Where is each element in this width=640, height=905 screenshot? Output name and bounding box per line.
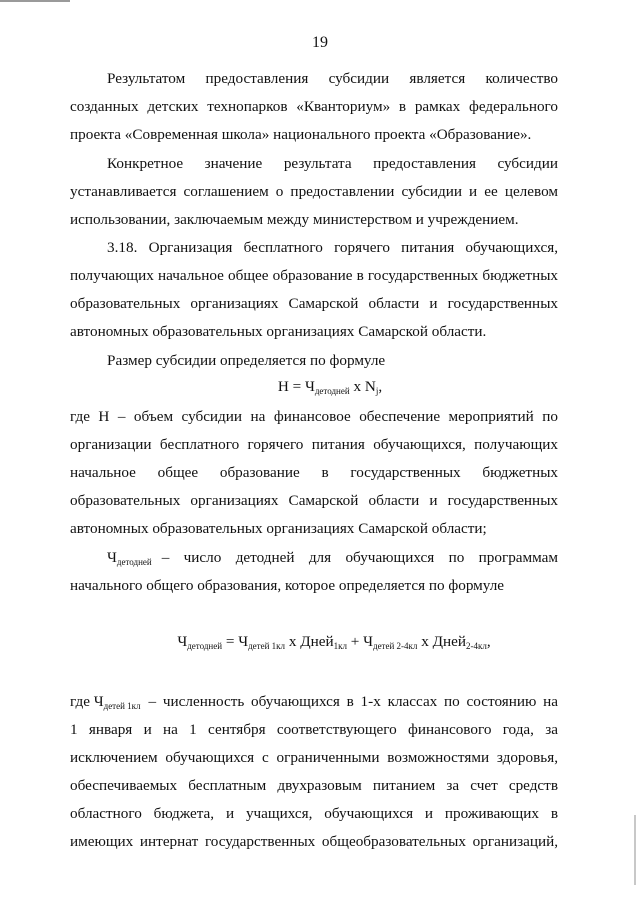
symbol-subscript: детей 1кл: [103, 701, 141, 711]
definition-text: – число детодней для обучающихся по программам: [161, 549, 558, 566]
paragraph-line: обеспечиваемых бесплатным двухразовым питанием за счет средств: [70, 777, 558, 794]
paragraph-line: организации бесплатного горячего питания обучающихся, получающих: [70, 436, 558, 453]
formula-subsidy: [0, 377, 640, 401]
formula-part: + Ч: [346, 633, 373, 650]
formula-subscript: детей 1кл: [248, 641, 286, 651]
page-number: 19: [312, 34, 328, 51]
formula-part: x N: [349, 378, 376, 395]
paragraph-line: исключением обучающихся с ограниченными возможностями здоровья,: [70, 749, 558, 766]
paragraph-line: образовательных организациях Самарской области и государственных: [70, 492, 558, 509]
paragraph-line: 3.18. Организация бесплатного горячего питания обучающихся,: [107, 239, 558, 256]
paragraph-line: где Н – объем субсидии на финансовое обеспечение мероприятий по: [70, 408, 558, 425]
formula-part: ,: [378, 378, 383, 395]
definition-line: [107, 548, 558, 572]
formula-part: x Дней: [417, 633, 466, 650]
formula-part: ,: [486, 633, 491, 650]
paragraph-line: получающих начальное общее образование в государственных бюджетных: [70, 267, 558, 284]
paragraph-line: Результатом предоставления субсидии является количество: [107, 70, 558, 87]
paragraph-line: созданных детских технопарков «Кванториум» в рамках федерального: [70, 98, 558, 115]
formula-subscript: j: [375, 386, 379, 396]
formula-part: Ч: [177, 633, 188, 650]
formula-part: Н = Ч: [277, 378, 315, 395]
paragraph-line: использовании, заключаемым между министерством и учреждением.: [70, 211, 519, 228]
formula-part: x Дней: [285, 633, 334, 650]
formula-child-days: [0, 632, 640, 656]
paragraph-line: автономных образовательных организациях Самарской области;: [70, 520, 487, 537]
symbol-text: где Ч: [70, 693, 104, 710]
paragraph-line: начальное общее образование в государственных бюджетных: [70, 464, 558, 481]
formula-subscript: 2-4кл: [465, 641, 487, 651]
symbol-subscript: детодней: [116, 557, 152, 567]
symbol-text: Ч: [107, 549, 117, 566]
paragraph-line: областного бюджета, и учащихся, обучающихся и проживающих в: [70, 805, 558, 822]
definition-line: [70, 692, 558, 716]
paragraph-line: 1 января и на 1 сентября соответствующего финансового года, за: [70, 721, 558, 738]
definition-text: – численность обучающихся в 1-х классах по состоянию на: [148, 693, 558, 710]
definition-symbol: [70, 692, 141, 716]
scan-edge-mark-right: [634, 815, 636, 885]
formula-part: = Ч: [222, 633, 249, 650]
paragraph-line: образовательных организациях Самарской области и государственных: [70, 295, 558, 312]
paragraph-line: устанавливается соглашением о предоставлении субсидии и ее целевом: [70, 183, 558, 200]
paragraph-line: имеющих интернат государственных общеобразовательных организаций,: [70, 833, 558, 850]
paragraph-line: Размер субсидии определяется по формуле: [107, 352, 386, 369]
paragraph-line: проекта «Современная школа» национального проекта «Образование».: [70, 126, 532, 143]
scan-edge-mark: [0, 0, 70, 2]
formula-subscript: детодней: [314, 386, 350, 396]
definition-symbol: [107, 548, 152, 572]
paragraph-line: начального общего образования, которое определяется по формуле: [70, 577, 505, 594]
paragraph-line: Конкретное значение результата предоставления субсидии: [107, 155, 558, 172]
paragraph-line: автономных образовательных организациях Самарской области.: [70, 323, 487, 340]
formula-subscript: детодней: [187, 641, 223, 651]
formula-subscript: детей 2-4кл: [372, 641, 418, 651]
formula-subscript: 1кл: [333, 641, 347, 651]
